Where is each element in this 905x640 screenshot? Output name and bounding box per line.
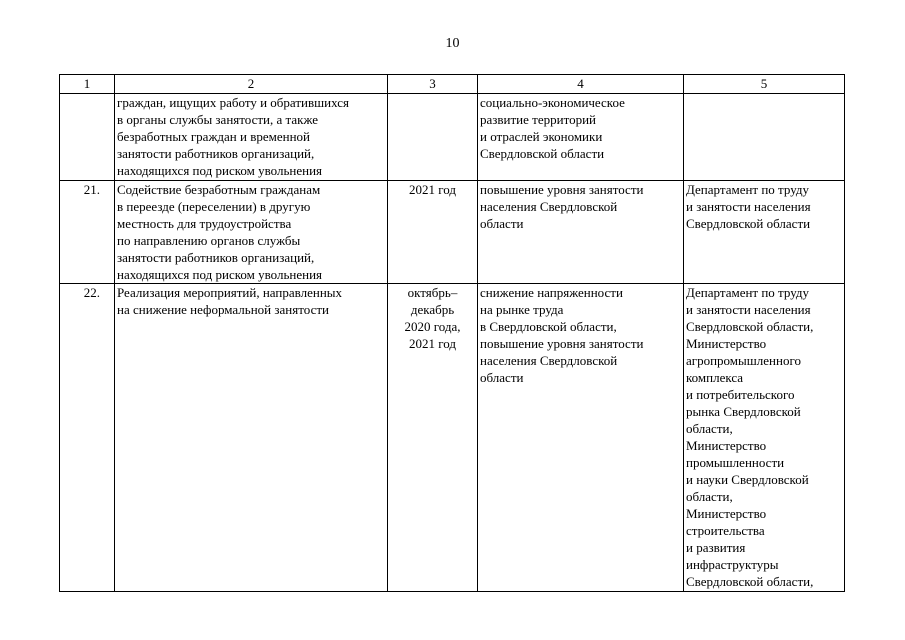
event-cell [115, 284, 388, 592]
responsible-cell [684, 181, 845, 284]
table-row [60, 284, 845, 592]
result-cell [478, 284, 684, 592]
result-text: социально-экономическое развитие территорий и отраслей экономики Свердловской области [480, 95, 625, 161]
responsible-cell [684, 284, 845, 592]
page-number: 10 [445, 36, 460, 51]
result-cell [478, 94, 684, 181]
deadline-text: 2021 год [409, 182, 456, 197]
event-text: Реализация мероприятий, направленных на снижение неформальной занятости [117, 285, 343, 317]
responsible-text: Департамент по труду и занятости населения Свердловской области [686, 182, 811, 231]
table-row [60, 181, 845, 284]
event-text: граждан, ищущих работу и обратившихся в органы службы занятости, а также безработных граждан и временной занятости работников организаций, находящихся под риском увольнения [117, 95, 349, 178]
header-col-5: 5 [684, 75, 845, 94]
responsible-cell [684, 94, 845, 181]
event-text: Содействие безработным гражданам в переезде (переселении) в другую местность для трудоустройства по направлению органов службы занятости работников организаций, находящихся под риском увольнения [117, 182, 323, 282]
table-row [60, 94, 845, 181]
event-cell [115, 94, 388, 181]
result-cell [478, 181, 684, 284]
row-number: 22. [60, 284, 115, 592]
event-cell [115, 181, 388, 284]
header-col-4: 4 [478, 75, 684, 94]
row-number: 21. [60, 181, 115, 284]
deadline-cell [388, 181, 478, 284]
deadline-cell [388, 284, 478, 592]
result-text: повышение уровня занятости населения Свердловской области [480, 182, 644, 231]
header-col-3: 3 [388, 75, 478, 94]
deadline-cell [388, 94, 478, 181]
deadline-text: октябрь– декабрь 2020 года, 2021 год [404, 285, 461, 351]
measures-table [59, 74, 845, 592]
header-col-1: 1 [60, 75, 115, 94]
header-col-2: 2 [115, 75, 388, 94]
responsible-text: Департамент по труду и занятости населения Свердловской области, Министерство агропромышленного комплекса и потребительского рынка Свердловской области, Министерство промышленности и науки Свердловской области, Министерство строительства и развития инфраструктуры Свердловской области, [686, 285, 814, 589]
result-text: снижение напряженности на рынке труда в Свердловской области, повышение уровня занятости населения Свердловской области [480, 285, 644, 385]
row-number [60, 94, 115, 181]
header-row [60, 75, 845, 94]
